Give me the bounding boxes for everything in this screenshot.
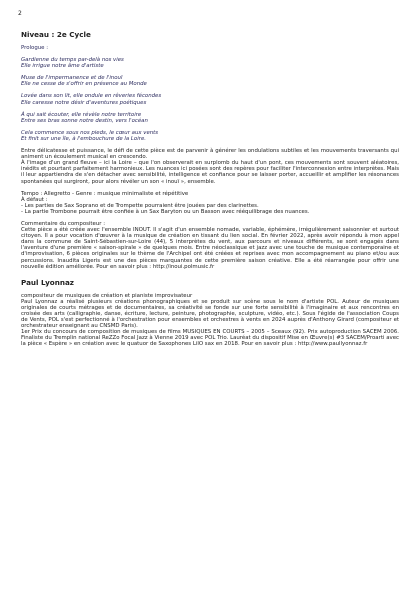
poem	[21, 57, 399, 142]
prologue-label: Prologue :	[21, 45, 49, 51]
composer-role: compositeur de musiques de création et pianiste improvisateur	[21, 292, 193, 299]
composer-bio: Paul Lyonnaz a réalisé plusieurs créations phonographiques et se produit sur scène sous le nom d'artiste POL. Auteur de musiques originales de courts métrages et de documentaires, sa créativité se fonde sur une forte sensibilité à l'imaginaire et aux rencontres en croisée des arts (calligraphie, danse, écriture, lecture, peinture, photographie, sculpture, vidéo, etc.). Sous l'égide de l'association Coups de Vents, POL s'est perfectionné à l'orchestration pour ensembles et orchestres à vents en 2024 auprès d'Anthony Girard (compositeur et orchestrateur enseignant au CNSMD Paris).	[21, 298, 399, 330]
composer-awards: 1er Prix du concours de composition de musiques de films MUSIQUES EN COURTS – 2005 – Sceaux (92). Prix autoproduction SACEM 2006. Finaliste du Tremplin national ReZZo Focal Jazz à Vienne 2019 avec POL Trio. Lauréat du dispositif Mise en Œuvre(s) #3 SACEM/Proarti avec la pièce « Espère » en création avec le quatuor de Saxophones LilO sax en 2018. Pour en savoir plus : http://www.paullyonnaz.fr	[21, 329, 399, 348]
intro-lead: Entre délicatesse et puissance, le défi de cette pièce est de parvenir à générer les ondulations subtiles et les mouvements traversants qui animent un écoulement musical en crescendo.	[21, 148, 399, 161]
intro-paragraph: À l'image d'un grand fleuve – ici la Loire – que l'on observerait en surplomb du haut d'un pont, ces mouvements sont souvent aléatoires, inédits et pourtant parfaitement harmonieux. Les nuances ici posées sont des repères pour faciliter l'interconnexion entre interprètes. Mais il leur appartiendra de s'en détacher avec sensibilité, intelligence et confiance pour se laisser porter, accueillir et amplifier les résonances spontanées qui surgiront, pour alors révéler un son « inouï », ensemble.	[21, 160, 399, 185]
poem-line: Elle ne cesse de s'offrir en présence au Monde	[21, 81, 147, 88]
page-number: 2	[18, 10, 22, 17]
tempo-line: Tempo : Allegretto - Genre : musique minimaliste et répétitive	[21, 190, 189, 197]
commentaire-label: Commentaire du compositeur :	[21, 220, 106, 227]
poem-line: Cela commence sous nos pieds, le cœur aux vents	[21, 129, 159, 136]
defaut-label: À défaut :	[21, 196, 48, 203]
poem-line: Elle caresse notre désir d'aventures poétiques	[21, 99, 147, 106]
document-body	[21, 31, 399, 348]
level-heading: Niveau : 2e Cycle	[21, 30, 91, 39]
poem-line: Elle irrigue notre âme d'artiste	[21, 63, 104, 70]
composer-name: Paul Lyonnaz	[21, 277, 74, 287]
poem-line: Muse de l'impermanence et de l'inouï	[21, 75, 123, 82]
defaut-item: - Les parties de Sax Soprano et de Trompette pourraient être jouées par des clarinettes.	[21, 202, 259, 209]
commentaire-text: Cette pièce a été créée avec l'ensemble INOUT. Il s'agit d'un ensemble nomade, variable, éphémère, irrégulièrement saisonnier et surtout citoyen. Il a pour vocation d'œuvrer à la musique de création en tissant du lien social. En février 2022, après avoir répondu à mon appel dans la commune de Saint-Sébastien-sur-Loire (44), 5 interprètes du vent, aux parcours et niveaux différents, se sont engagés dans l'aventure d'une première « saison-spirale » de quelques mois. Entre néoclassique et jazz avec une touche de musique contemporaine et d'improvisation, 6 pièces originales sur le thème de l'Archipel ont été créées et reprises avec mon accompagnement au piano et/ou aux percussions. Inaudita Ligeris est une des pièces marquantes de cette première saison créative. Elle a été réarrangée pour offrir une nouvelle édition améliorée. Pour en savoir plus : http://inoui.polmusic.fr	[21, 227, 399, 270]
defaut-item: - La partie Trombone pourrait être confiée à un Sax Baryton ou un Basson avec rééquilibrage des nuances.	[21, 208, 310, 215]
poem-line: À qui sait écouter, elle révèle notre territoire	[21, 111, 142, 118]
poem-line: Entre ses bras sonne notre destin, vers l'océan	[21, 117, 148, 124]
poem-line: Lovée dans son lit, elle ondule en rêveries fécondes	[21, 93, 162, 100]
poem-line: Gardienne du temps par-delà nos vies	[21, 57, 124, 64]
poem-line: Et finit sur une île, à l'embouchure de la Loire.	[21, 135, 146, 142]
